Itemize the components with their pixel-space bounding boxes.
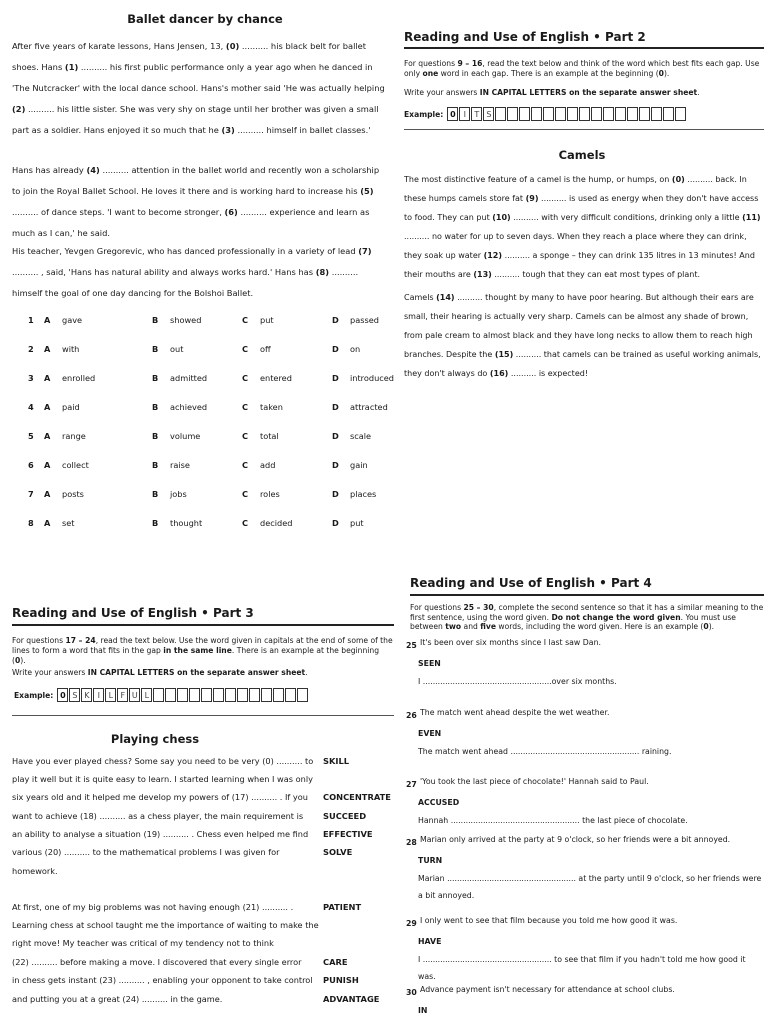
- original-sentence: 'You took the last piece of chocolate!' Hannah said to Paul.: [420, 777, 649, 786]
- text-segment: .......... himself the goal of one day dancing for the Bolshoi Ballet.: [12, 267, 359, 298]
- example-letter-cell: F: [117, 688, 128, 702]
- option-word: put: [350, 518, 364, 528]
- option-letter: D: [332, 431, 339, 441]
- example-letter-cell: [285, 688, 296, 702]
- option-word: put: [260, 315, 274, 325]
- option-letter: C: [242, 460, 249, 470]
- option-letter: C: [242, 402, 249, 412]
- option-letter: C: [242, 518, 249, 528]
- option-word: admitted: [170, 373, 208, 383]
- transformation-question: [406, 984, 762, 1020]
- keyword: SUCCEED: [323, 811, 367, 821]
- gap-number: Do not change the word given: [551, 612, 681, 622]
- text-line: in chess gets instant (23) .......... , enabling your opponent to take control: [12, 975, 313, 985]
- question-number: 25: [406, 641, 417, 650]
- text-line: Learning chess at school taught me the importance of waiting to make the: [12, 920, 319, 930]
- example-letter-cell: [237, 688, 248, 702]
- part3-answer-instructions: [12, 668, 394, 678]
- text-segment: , read the text below. Use the word given in capitals at the end of some of the lines to form a word that fits in the gap: [12, 636, 393, 655]
- gap-number: (15): [494, 350, 514, 359]
- option-word: paid: [62, 402, 80, 412]
- text-segment: Hans has already: [12, 165, 87, 175]
- example-letter-cell: [651, 107, 662, 121]
- text-line: right move! My teacher was critical of my tendency not to think: [12, 938, 274, 948]
- text-segment: For questions: [12, 636, 66, 645]
- answer-line: I .................................................... to see that film if you hadn't told me how good it was.: [418, 955, 746, 981]
- text-line: and putting you at a great (24) .......... in the game.: [12, 994, 223, 1004]
- answer-line: Hannah .................................................... the last piece of chocolate.: [418, 816, 688, 825]
- text-segment: Camels: [404, 293, 437, 302]
- option-word: add: [260, 460, 276, 470]
- option-letter: D: [332, 460, 339, 470]
- text-segment: For questions: [410, 603, 464, 612]
- example-letter-cell: [591, 107, 602, 121]
- original-sentence: It's been over six months since I last saw Dan.: [420, 638, 601, 647]
- question-number: 3: [28, 373, 34, 383]
- option-word: taken: [260, 402, 283, 412]
- option-letter: A: [44, 402, 51, 412]
- part3-text: [12, 756, 402, 1018]
- text-segment: ).: [663, 69, 670, 78]
- transformation-question: [406, 915, 762, 985]
- question-number: 29: [406, 919, 417, 928]
- option-word: gain: [350, 460, 368, 470]
- text-segment: .......... no water for up to seven days. When they reach a place where they can drink, they soak up water: [404, 232, 747, 260]
- key-word: SEEN: [418, 659, 441, 668]
- text-line: (22) .......... before making a move. I discovered that every single error: [12, 957, 302, 967]
- text-segment: .......... a sponge – they can drink 135 litres in 13 minutes! And their mouths are: [404, 251, 755, 279]
- text-segment: ).: [20, 656, 26, 665]
- text-segment: Write your answers: [12, 668, 88, 677]
- example-letter-cell: [615, 107, 626, 121]
- option-letter: D: [332, 344, 339, 354]
- text-segment: .......... is used as energy when they don't have access to food. They can put: [404, 194, 759, 222]
- text-segment: .......... that camels can be trained as useful working animals, they don't always do: [404, 350, 761, 378]
- part4-heading-rule: [410, 594, 764, 596]
- gap-number: (6): [224, 207, 238, 217]
- option-letter: A: [44, 489, 51, 499]
- option-word: collect: [62, 460, 89, 470]
- gap-number: 0: [703, 622, 709, 631]
- option-letter: D: [332, 489, 339, 499]
- text-segment: .: [305, 668, 308, 677]
- option-word: introduced: [350, 373, 394, 383]
- example-letter-cell: [165, 688, 176, 702]
- option-letter: D: [332, 373, 339, 383]
- example-letter-cell: [555, 107, 566, 121]
- option-letter: A: [44, 315, 51, 325]
- option-row: [28, 518, 388, 532]
- text-segment: .......... is expected!: [508, 369, 589, 378]
- keyword: PATIENT: [323, 902, 362, 912]
- gap-number: (8): [315, 267, 330, 277]
- option-letter: C: [242, 315, 249, 325]
- text-segment: . You must use between: [410, 612, 736, 631]
- text-line: an ability to analyse a situation (19) .......... . Chess even helped me find: [12, 829, 309, 839]
- text-line: want to achieve (18) .......... as a chess player, the main requirement is: [12, 811, 304, 821]
- option-letter: B: [152, 460, 159, 470]
- key-word: EVEN: [418, 729, 442, 738]
- example-letter-cell: [249, 688, 260, 702]
- option-letter: B: [152, 518, 159, 528]
- question-number: 2: [28, 344, 34, 354]
- gap-number: 0: [658, 69, 664, 78]
- gap-number: (7): [358, 246, 372, 256]
- gap-number: (3): [221, 125, 235, 135]
- text-segment: .......... , said, 'Hans has natural ability and always works hard.' Hans has: [12, 267, 316, 277]
- question-number: 5: [28, 431, 34, 441]
- part4-heading: Reading and Use of English • Part 4: [410, 576, 652, 590]
- original-sentence: Marian only arrived at the party at 9 o'clock, so her friends were a bit annoyed.: [420, 835, 731, 844]
- option-word: with: [62, 344, 80, 354]
- option-letter: D: [332, 402, 339, 412]
- option-word: gave: [62, 315, 83, 325]
- option-letter: A: [44, 344, 51, 354]
- gap-number: (10): [492, 213, 511, 222]
- question-number: 4: [28, 402, 34, 412]
- option-letter: B: [152, 431, 159, 441]
- example-letter-cell: [639, 107, 650, 121]
- text-segment: .......... thought by many to have poor hearing. But although their ears are small, their hearing is actually very sharp. Camels can be almost any shade of brown, from pale cream to almost black and they have long necks to allow them to reach high branches. Despite the: [404, 293, 754, 359]
- option-word: showed: [170, 315, 202, 325]
- option-letter: C: [242, 489, 249, 499]
- transformation-question: [406, 776, 762, 829]
- example-label: Example:: [14, 690, 54, 700]
- example-letter-cell: I: [459, 107, 470, 121]
- option-word: roles: [260, 489, 280, 499]
- option-word: entered: [260, 373, 292, 383]
- option-letter: B: [152, 489, 159, 499]
- gap-number: (16): [489, 369, 509, 378]
- option-word: achieved: [170, 402, 208, 412]
- text-segment: .......... tough that they can eat most types of plant.: [491, 270, 701, 279]
- example-letter-cell: [225, 688, 236, 702]
- part1-options-table: [28, 315, 394, 535]
- transformation-question: [406, 707, 762, 760]
- part1-paragraph-1: [12, 36, 390, 141]
- option-word: scale: [350, 431, 372, 441]
- example-letter-cell: L: [141, 688, 152, 702]
- part1-paragraph-3: [12, 241, 390, 304]
- option-word: places: [350, 489, 377, 499]
- example-letter-cell: U: [129, 688, 140, 702]
- option-word: attracted: [350, 402, 388, 412]
- gap-number: in the same line: [163, 646, 232, 655]
- option-letter: A: [44, 373, 51, 383]
- keyword: SKILL: [323, 756, 350, 766]
- gap-number: (0): [671, 175, 685, 184]
- text-segment: After five years of karate lessons, Hans Jensen, 13,: [12, 41, 226, 51]
- example-letter-cell: [663, 107, 674, 121]
- option-word: thought: [170, 518, 203, 528]
- example-letter-cell: [261, 688, 272, 702]
- example-letter-cell: [603, 107, 614, 121]
- gap-number: (13): [473, 270, 492, 279]
- part3-title: Playing chess: [110, 732, 200, 746]
- question-number: 30: [406, 988, 417, 997]
- question-number: 1: [28, 315, 34, 325]
- text-segment: The most distinctive feature of a camel is the hump, or humps, on: [404, 175, 672, 184]
- example-letter-cell: [153, 688, 164, 702]
- option-letter: A: [44, 518, 51, 528]
- text-segment: His teacher, Yevgen Gregorevic, who has danced professionally in a variety of lead: [12, 246, 359, 256]
- gap-number: (0): [225, 41, 240, 51]
- part3-heading: Reading and Use of English • Part 3: [12, 606, 254, 620]
- example-letter-cell: [543, 107, 554, 121]
- gap-number: (2): [12, 104, 26, 114]
- example-letter-cell: [177, 688, 188, 702]
- option-letter: C: [242, 431, 249, 441]
- gap-number: five: [480, 622, 496, 631]
- option-row: [28, 431, 388, 445]
- example-label: Example:: [404, 109, 444, 119]
- example-letter-cell: [201, 688, 212, 702]
- option-word: decided: [260, 518, 293, 528]
- option-letter: B: [152, 344, 159, 354]
- part2-paragraph-2: [404, 288, 764, 383]
- text-segment: .: [697, 88, 700, 97]
- option-word: total: [260, 431, 279, 441]
- part2-paragraph-1: [404, 170, 764, 284]
- option-letter: D: [332, 518, 339, 528]
- option-row: [28, 373, 394, 387]
- part2-instructions: [404, 59, 762, 79]
- gap-number: 25 – 30: [463, 603, 494, 612]
- keyword: SOLVE: [323, 847, 353, 857]
- keyword: CONCENTRATE: [323, 792, 391, 802]
- text-segment: .......... of dance steps. 'I want to become stronger,: [12, 207, 225, 217]
- option-row: [28, 344, 388, 358]
- option-letter: B: [152, 402, 159, 412]
- option-word: raise: [170, 460, 190, 470]
- part2-example-box: [404, 107, 687, 121]
- example-letter-cell: [531, 107, 542, 121]
- key-word: ACCUSED: [418, 798, 460, 807]
- part2-title: Camels: [558, 148, 606, 162]
- text-line: six years old and it helped me develop my powers of (17) .......... . If you: [12, 792, 308, 802]
- text-segment: .......... with very difficult conditions, drinking only a little: [510, 213, 743, 222]
- text-segment: .......... himself in ballet classes.': [234, 125, 371, 135]
- option-word: out: [170, 344, 184, 354]
- option-row: [28, 489, 388, 503]
- example-letter-cell: S: [483, 107, 494, 121]
- question-number: 6: [28, 460, 34, 470]
- example-letter-cell: I: [93, 688, 104, 702]
- answer-line: Marian .................................................... at the party until 9 o'clock, so her friends were a bit annoyed.: [418, 874, 762, 900]
- example-letter-cell: [675, 107, 686, 121]
- example-letter-cell: [297, 688, 308, 702]
- part1-paragraph-2: [12, 160, 390, 244]
- original-sentence: The match went ahead despite the wet weather.: [420, 708, 610, 717]
- option-row: [28, 460, 388, 474]
- example-letter-cell: T: [471, 107, 482, 121]
- gap-number: (1): [64, 62, 79, 72]
- text-segment: .......... attention in the ballet world and recently won a scholarship to join the Royal Ballet School. He loves it there and is working hard to increase his: [12, 165, 380, 196]
- question-number: 28: [406, 838, 417, 847]
- question-number: 7: [28, 489, 34, 499]
- key-word: TURN: [418, 856, 443, 865]
- example-letter-cell: [579, 107, 590, 121]
- gap-number: (5): [360, 186, 374, 196]
- gap-number: IN CAPITAL LETTERS on the separate answer sheet: [87, 668, 306, 677]
- answer-line: I ....................................................over six months.: [418, 677, 617, 686]
- example-letter-cell: [507, 107, 518, 121]
- option-word: on: [350, 344, 361, 354]
- text-line: homework.: [12, 866, 58, 876]
- example-letter-cell: [627, 107, 638, 121]
- part4-instructions: [410, 603, 764, 632]
- option-word: passed: [350, 315, 379, 325]
- part2-answer-instructions: [404, 88, 762, 98]
- gap-number: (11): [742, 213, 761, 222]
- gap-number: one: [422, 69, 439, 78]
- keyword: PUNISH: [323, 975, 359, 985]
- option-letter: C: [242, 373, 249, 383]
- gap-number: IN CAPITAL LETTERS on the separate answer sheet: [479, 88, 698, 97]
- text-segment: .......... his black belt for ballet shoes. Hans: [12, 41, 367, 72]
- text-segment: . There is an example at the beginning (: [12, 646, 380, 665]
- question-number: 8: [28, 518, 34, 528]
- option-row: [28, 402, 388, 416]
- option-letter: C: [242, 344, 249, 354]
- gap-number: 17 – 24: [65, 636, 96, 645]
- part4-questions: [406, 637, 764, 1019]
- gap-number: (12): [483, 251, 503, 260]
- gap-number: two: [445, 622, 462, 631]
- option-letter: B: [152, 373, 159, 383]
- transformation-question: [406, 834, 762, 904]
- example-number-cell: 0: [447, 107, 458, 121]
- example-letter-cell: [567, 107, 578, 121]
- option-letter: A: [44, 460, 51, 470]
- text-segment: ).: [708, 622, 715, 631]
- keyword: CARE: [323, 957, 348, 967]
- answer-line: The match went ahead .................................................... raining.: [418, 747, 672, 756]
- gap-number: 9 – 16: [457, 59, 483, 68]
- transformation-question: [406, 637, 762, 690]
- text-segment: word in each gap. There is an example at the beginning (: [438, 69, 659, 78]
- text-line: At first, one of my big problems was not having enough (21) .......... .: [12, 902, 294, 912]
- part1-title: Ballet dancer by chance: [127, 12, 283, 26]
- option-letter: B: [152, 315, 159, 325]
- text-line: play it well but it is quite easy to learn. I started learning when I was only: [12, 774, 313, 784]
- option-word: off: [260, 344, 271, 354]
- option-row: [28, 315, 388, 329]
- part3-divider: [12, 715, 394, 716]
- part2-heading-rule: [404, 47, 764, 49]
- example-letter-cell: [189, 688, 200, 702]
- example-letter-cell: [519, 107, 530, 121]
- part2-heading: Reading and Use of English • Part 2: [404, 30, 646, 44]
- part2-divider: [404, 129, 764, 130]
- option-word: set: [62, 518, 75, 528]
- question-number: 27: [406, 780, 417, 789]
- part3-heading-rule: [12, 624, 394, 626]
- text-segment: .......... experience and learn as much as I can,' he said.: [12, 207, 370, 238]
- example-letter-cell: [273, 688, 284, 702]
- text-line: Have you ever played chess? Some say you need to be very (0) .......... to: [12, 756, 314, 766]
- keyword: ADVANTAGE: [323, 994, 380, 1004]
- example-letter-cell: [213, 688, 224, 702]
- text-segment: words, including the word given. Here is an example (: [496, 622, 704, 631]
- text-segment: .......... his first public performance only a year ago when he danced in 'The Nutcracker' with the local dance school. Hans's mother said 'He was actually helping: [12, 62, 385, 93]
- gap-number: (9): [525, 194, 539, 203]
- example-letter-cell: K: [81, 688, 92, 702]
- option-word: jobs: [170, 489, 187, 499]
- text-segment: and: [461, 622, 481, 631]
- text-line: various (20) .......... to the mathematical problems I was given for: [12, 847, 280, 857]
- option-letter: D: [332, 315, 339, 325]
- text-segment: .......... back. In these humps camels store fat: [404, 175, 747, 203]
- option-word: posts: [62, 489, 84, 499]
- gap-number: (4): [86, 165, 100, 175]
- question-number: 26: [406, 711, 417, 720]
- part3-example-box: [14, 688, 309, 702]
- text-segment: , read the text below and think of the word which best fits each gap. Use only: [404, 59, 760, 78]
- text-segment: .......... his little sister. She was very shy on stage until her brother was given a small part as a soldier. Hans enjoyed it so much that he: [12, 104, 379, 135]
- option-word: enrolled: [62, 373, 96, 383]
- original-sentence: Advance payment isn't necessary for attendance at school clubs.: [420, 985, 675, 994]
- option-letter: A: [44, 431, 51, 441]
- key-word: IN: [418, 1006, 428, 1015]
- part3-instructions: [12, 636, 394, 666]
- gap-number: (14): [436, 293, 455, 302]
- example-letter-cell: S: [69, 688, 80, 702]
- example-number-cell: 0: [57, 688, 68, 702]
- example-letter-cell: L: [105, 688, 116, 702]
- option-word: volume: [170, 431, 201, 441]
- original-sentence: I only went to see that film because you told me how good it was.: [420, 916, 678, 925]
- text-segment: Write your answers: [404, 88, 480, 97]
- key-word: HAVE: [418, 937, 442, 946]
- text-segment: , complete the second sentence so that it has a similar meaning to the first sentence, using the word given.: [410, 603, 764, 622]
- example-letter-cell: [495, 107, 506, 121]
- gap-number: 0: [14, 656, 21, 665]
- option-word: range: [62, 431, 86, 441]
- text-segment: For questions: [404, 59, 458, 68]
- keyword: EFFECTIVE: [323, 829, 373, 839]
